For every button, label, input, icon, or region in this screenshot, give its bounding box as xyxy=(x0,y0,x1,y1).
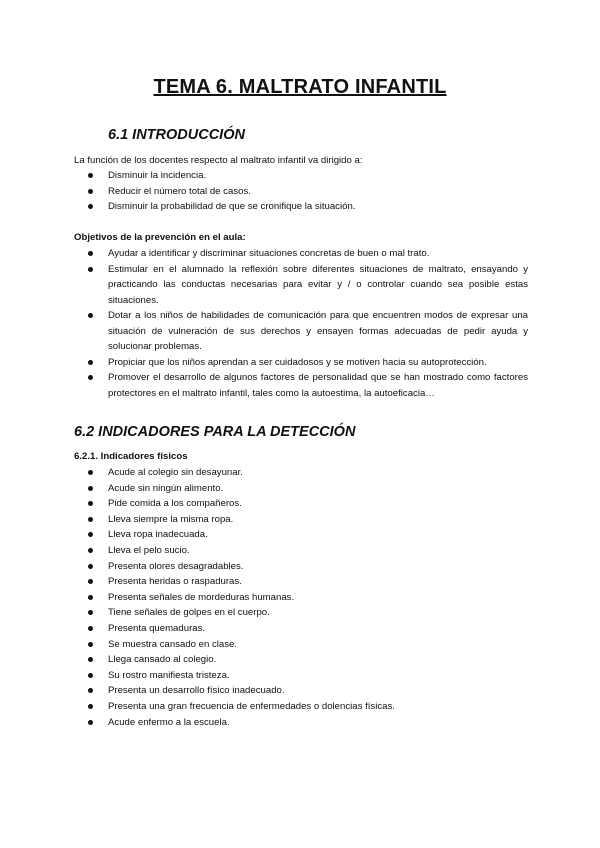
list-item: Presenta un desarrollo físico inadecuado. xyxy=(74,683,528,699)
bullet-icon xyxy=(88,688,93,693)
list-item: Propiciar que los niños aprendan a ser cuidadosos y se motiven hacia su autoprotección. xyxy=(74,355,528,371)
list-item: Promover el desarrollo de algunos factores de personalidad que se han mostrado como factores protectores en el maltrato infantil, tales como la autoestima, la autoeficacia… xyxy=(74,370,528,401)
bullet-icon xyxy=(88,486,93,491)
aims-list xyxy=(74,168,528,215)
list-item: Ayudar a identificar y discriminar situaciones concretas de buen o mal trato. xyxy=(74,246,528,262)
bullet-icon xyxy=(88,579,93,584)
indicators-list xyxy=(74,465,528,730)
bullet-icon xyxy=(88,267,93,272)
bullet-icon xyxy=(88,501,93,506)
list-item: Acude al colegio sin desayunar. xyxy=(74,465,528,481)
bullet-icon xyxy=(88,642,93,647)
list-item: Dotar a los niños de habilidades de comunicación para que encuentren modos de expresar una situación de vulneración de sus derechos y ensayen formas adecuadas de pedir ayuda y solucionar problemas. xyxy=(74,308,528,355)
intro-paragraph: La función de los docentes respecto al maltrato infantil va dirigido a: xyxy=(74,155,363,166)
list-item: Presenta señales de mordeduras humanas. xyxy=(74,590,528,606)
list-item: Lleva el pelo sucio. xyxy=(74,543,528,559)
bullet-icon xyxy=(88,173,93,178)
list-item: Llega cansado al colegio. xyxy=(74,652,528,668)
list-item: Se muestra cansado en clase. xyxy=(74,637,528,653)
bullet-icon xyxy=(88,375,93,380)
bullet-icon xyxy=(88,564,93,569)
section-heading-introduccion: 6.1 INTRODUCCIÓN xyxy=(108,127,245,143)
bullet-icon xyxy=(88,673,93,678)
list-item: Acude sin ningún alimento. xyxy=(74,481,528,497)
bullet-icon xyxy=(88,313,93,318)
list-item: Presenta heridas o raspaduras. xyxy=(74,574,528,590)
bullet-icon xyxy=(88,517,93,522)
bullet-icon xyxy=(88,548,93,553)
list-item: Presenta quemaduras. xyxy=(74,621,528,637)
bullet-icon xyxy=(88,610,93,615)
bullet-icon xyxy=(88,189,93,194)
subsection-heading-indicadores-fisicos: 6.2.1. Indicadores físicos xyxy=(74,451,188,462)
list-item: Lleva ropa inadecuada. xyxy=(74,527,528,543)
bullet-icon xyxy=(88,720,93,725)
bullet-icon xyxy=(88,657,93,662)
list-item: Disminuir la probabilidad de que se cronifique la situación. xyxy=(74,199,528,215)
list-item: Tiene señales de golpes en el cuerpo. xyxy=(74,605,528,621)
page-title: TEMA 6. MALTRATO INFANTIL xyxy=(153,76,447,98)
bullet-icon xyxy=(88,595,93,600)
bullet-icon xyxy=(88,626,93,631)
bullet-icon xyxy=(88,204,93,209)
objectives-label: Objetivos de la prevención en el aula: xyxy=(74,232,246,243)
list-item: Estimular en el alumnado la reflexión sobre diferentes situaciones de maltrato, ensayando y practicando las conductas necesarias para evitar y / o controlar cuando sea posible estas situaciones. xyxy=(74,262,528,309)
bullet-icon xyxy=(88,251,93,256)
bullet-icon xyxy=(88,360,93,365)
section-heading-deteccion: 6.2 INDICADORES PARA LA DETECCIÓN xyxy=(74,424,356,440)
objectives-list xyxy=(74,246,528,401)
bullet-icon xyxy=(88,704,93,709)
bullet-icon xyxy=(88,470,93,475)
list-item: Presenta una gran frecuencia de enfermedades o dolencias físicas. xyxy=(74,699,528,715)
list-item: Lleva siempre la misma ropa. xyxy=(74,512,528,528)
list-item: Acude enfermo a la escuela. xyxy=(74,715,528,731)
list-item: Presenta olores desagradables. xyxy=(74,559,528,575)
list-item: Disminuir la incidencia. xyxy=(74,168,528,184)
list-item: Pide comida a los compañeros. xyxy=(74,496,528,512)
bullet-icon xyxy=(88,532,93,537)
list-item: Reducir el número total de casos. xyxy=(74,184,528,200)
list-item: Su rostro manifiesta tristeza. xyxy=(74,668,528,684)
